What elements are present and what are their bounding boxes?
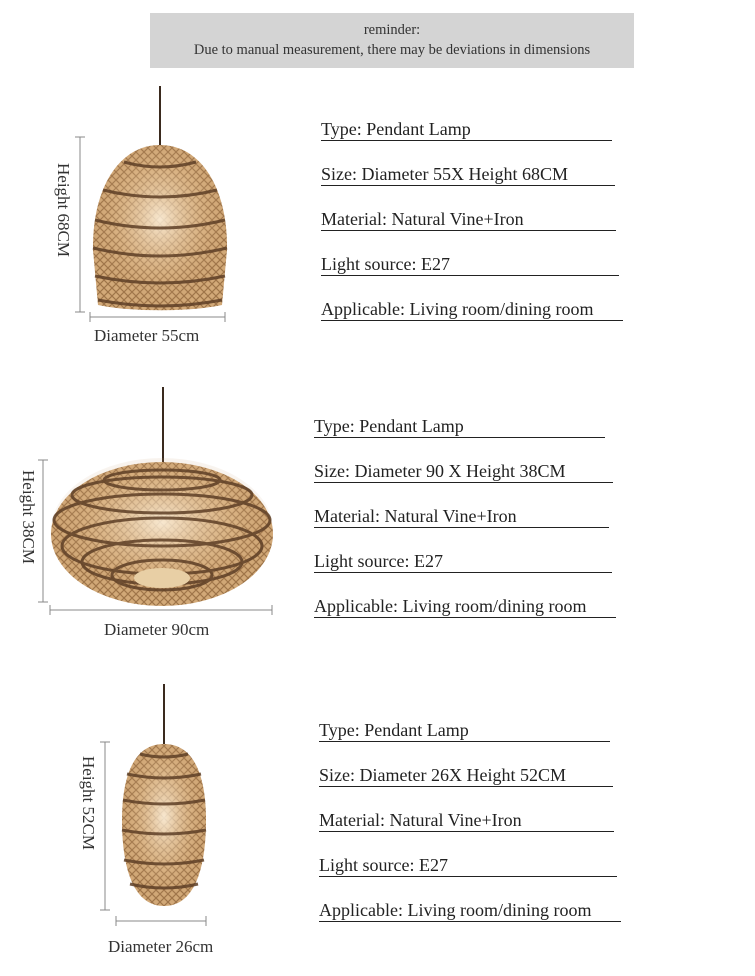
lamp-1-height-label: Height 68CM — [54, 163, 73, 257]
spec-type: Type: Pendant Lamp — [321, 118, 593, 163]
lamp-3-spec-list — [319, 719, 591, 944]
lamp-2-height-label: Height 38CM — [19, 470, 38, 564]
lamp-product-1 — [0, 0, 755, 370]
spec-light-source: Light source: E27 — [321, 253, 593, 298]
spec-applicable: Applicable: Living room/dining room — [314, 595, 586, 640]
spec-material: Material: Natural Vine+Iron — [314, 505, 586, 550]
spec-light-source: Light source: E27 — [319, 854, 591, 899]
lamp-product-3 — [0, 670, 755, 976]
spec-material: Material: Natural Vine+Iron — [321, 208, 593, 253]
reminder-text: Due to manual measurement, there may be deviations in dimensions — [193, 42, 591, 58]
lamp-product-2 — [0, 370, 755, 670]
spec-size: Size: Diameter 55X Height 68CM — [321, 163, 593, 208]
lamp-1-illustration — [0, 0, 300, 370]
spec-size: Size: Diameter 90 X Height 38CM — [314, 460, 586, 505]
reminder-title: reminder: — [363, 22, 421, 38]
lamp-1-spec-list — [321, 118, 593, 343]
spec-light-source: Light source: E27 — [314, 550, 586, 595]
lamp-2-diameter-label: Diameter 90cm — [104, 620, 210, 639]
lamp-1-diameter-label: Diameter 55cm — [94, 326, 200, 345]
lamp-3-diameter-label: Diameter 26cm — [108, 937, 214, 956]
spec-material: Material: Natural Vine+Iron — [319, 809, 591, 854]
lamp-2-spec-list — [314, 415, 586, 640]
lamp-3-illustration — [0, 670, 300, 976]
spec-applicable: Applicable: Living room/dining room — [319, 899, 591, 944]
spec-applicable: Applicable: Living room/dining room — [321, 298, 593, 343]
lamp-3-height-label: Height 52CM — [79, 756, 98, 850]
spec-size: Size: Diameter 26X Height 52CM — [319, 764, 591, 809]
spec-type: Type: Pendant Lamp — [314, 415, 586, 460]
spec-type: Type: Pendant Lamp — [319, 719, 591, 764]
